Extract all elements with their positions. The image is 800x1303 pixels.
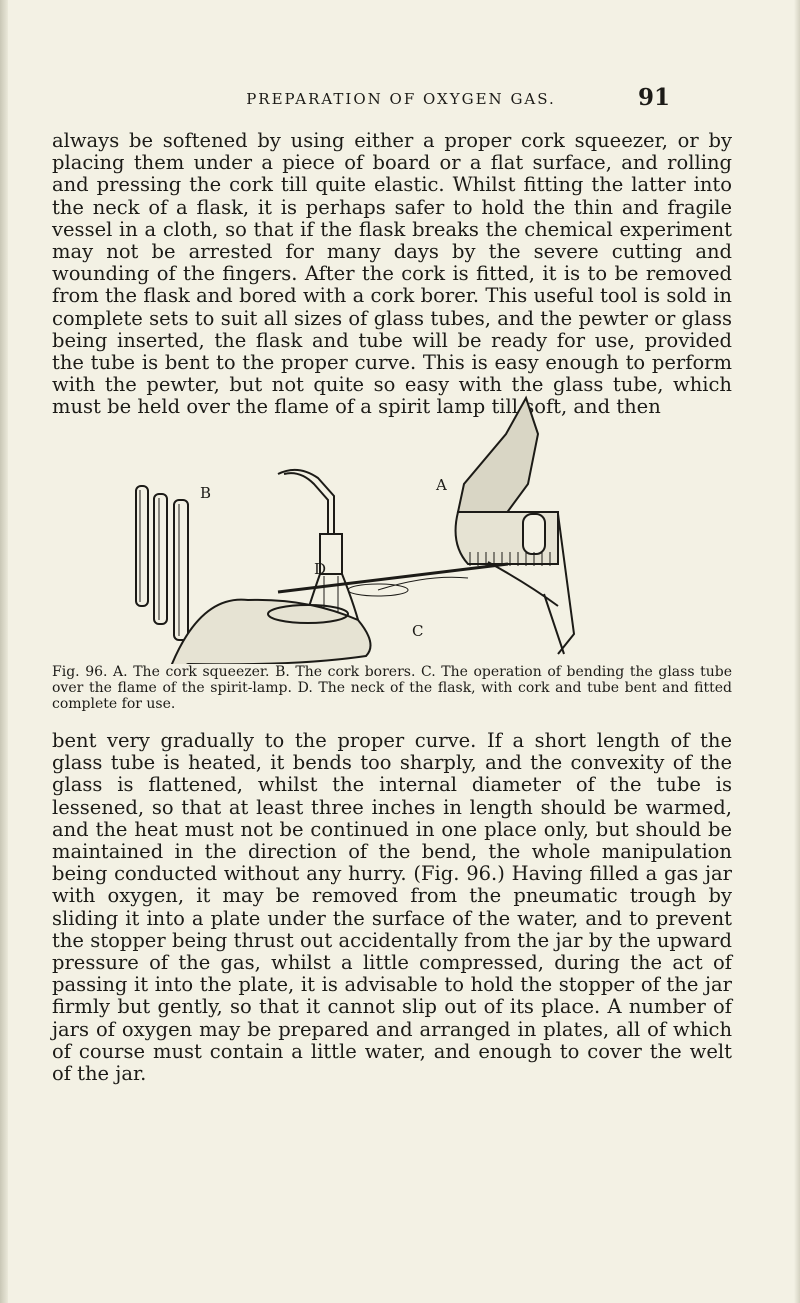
cork-squeezer-drawing [456,398,574,654]
figure-label-a: A [436,476,447,494]
paragraph-top: always be softened by using either a proper cork squeezer, or by placing them under a piece of board or a flat surface, and rolling and pressing the cork till quite elastic. Whilst fitting the latter into the neck of a flask, it is perhaps safer to hold the thin and fragile vessel in a cloth, so that if the flask breaks the chemical experiment may not be arrested for many days by the severe cutting and wounding of the fingers. After the cork is fitted, it is to be removed from the flask and bored with a cork borer. This useful tool is sold in complete sets to suit all sizes of glass tubes, and the pewter or glass being inserted, the flask and tube will be ready for use, provided the tube is bent to the proper curve. This is easy enough to perform with the pewter, but not quite so easy with the glass tube, which must be held over the flame of a spirit lamp till soft, and then [52,129,732,419]
spirit-lamp-drawing [168,562,558,664]
paragraph-bottom: bent very gradually to the proper curve. If a short length of the glass tube is heated, it bends too sharply, and the convexity of the glass is flattened, whilst the internal diameter of the tube is lessened, so that at least three inches in length should be warmed, and the heat must not be continued in one place only, but should be maintained in the direction of the bend, the whole manipulation being conducted without any hurry. (Fig. 96.) Having filled a gas jar with oxygen, it may be removed from the pneumatic trough by sliding it into a plate under the surface of the water, and to prevent the stopper being thrust out accidentally from the jar by the upward pressure of the gas, whilst a little compressed, during the act of passing it into the plate, it is advisable to hold the stopper of the jar firmly but gently, so that it cannot slip out of its place. A number of jars of oxygen may be prepared and arranged in plates, all of which of course must contain a little water, and enough to cover the welt of the jar. [52,729,732,1086]
page-edge-right [794,0,800,1303]
cork-borers-drawing [136,486,188,640]
figure-label-d: D [314,560,327,578]
figure-label-b: B [200,484,212,502]
engraving-illustration [128,394,648,664]
figure-illustration [128,394,648,704]
figure-label-c: C [412,622,424,640]
page-number: 91 [638,84,671,111]
page-edge-left [0,0,8,1303]
running-title: PREPARATION OF OXYGEN GAS. [246,90,556,108]
figure-caption: Fig. 96. A. The cork squeezer. B. The cork borers. C. The operation of bending the glass tube over the flame of the spirit-lamp. D. The neck of the flask, with cork and tube bent and fitted complete for use. [52,664,732,712]
